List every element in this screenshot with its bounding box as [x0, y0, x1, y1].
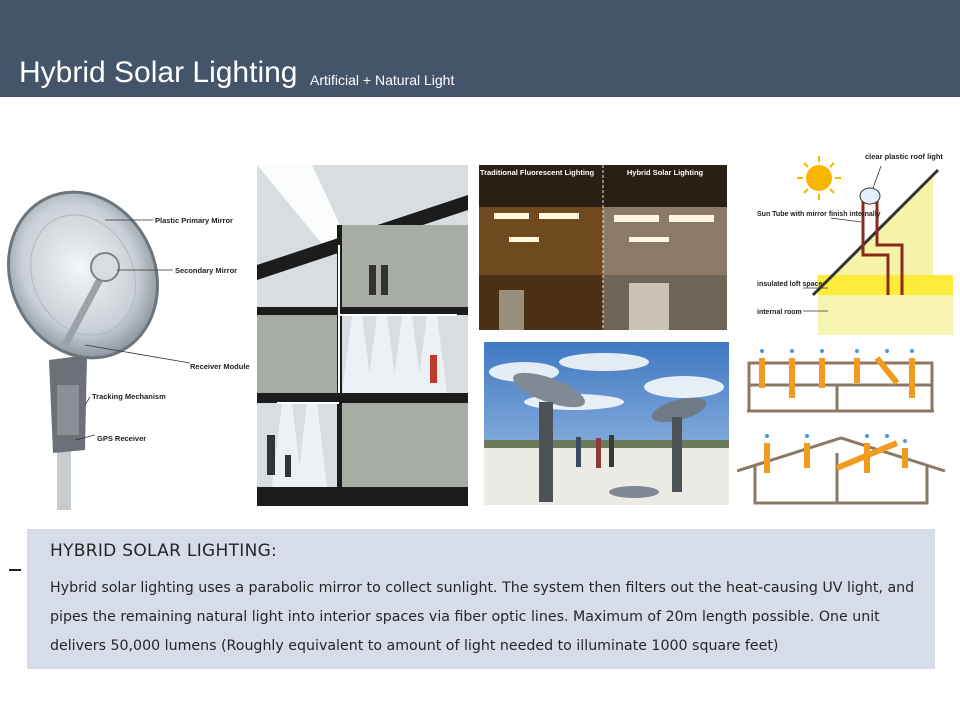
comparison-photo	[479, 165, 727, 330]
bullet-dash	[9, 569, 21, 571]
sun-tube-label: Sun Tube with mirror finish internally	[757, 211, 881, 218]
description-heading: HYBRID SOLAR LIGHTING:	[50, 541, 278, 561]
collector-label: GPS Receiver	[97, 434, 147, 443]
rooftop-photo	[484, 342, 729, 505]
collector-label: Receiver Module	[190, 362, 250, 371]
sun-tube-diagram	[753, 150, 953, 335]
collector-label: Secondary Mirror	[175, 266, 238, 275]
slide-title: Hybrid Solar Lighting	[19, 56, 298, 89]
sun-tube-label: internal room	[757, 309, 802, 316]
comparison-label-left: Traditional Fluorescent Lighting	[479, 168, 595, 177]
description-body: Hybrid solar lighting uses a parabolic mirror to collect sunlight. The system then filters out the heat-causing UV light, and pipes the remaining natural light into interior spaces via fiber optic lines. Maximum of 20m length possible. One unit delivers 50,000 lumens (Roughly equivalent to amount of light needed to illuminate 1000 square feet)	[50, 580, 915, 654]
description-box	[27, 529, 935, 669]
collector-diagram	[5, 185, 250, 510]
collector-label: Tracking Mechanism	[92, 392, 166, 401]
building-section-image	[257, 165, 468, 506]
slide-subtitle: Artificial + Natural Light	[310, 72, 455, 88]
house-sections-diagram	[737, 343, 947, 505]
collector-label: Plastic Primary Mirror	[155, 216, 233, 225]
comparison-label-right: Hybrid Solar Lighting	[626, 168, 704, 177]
sun-tube-label: insulated loft space	[757, 281, 823, 288]
sun-tube-label: clear plastic roof light	[865, 152, 943, 161]
